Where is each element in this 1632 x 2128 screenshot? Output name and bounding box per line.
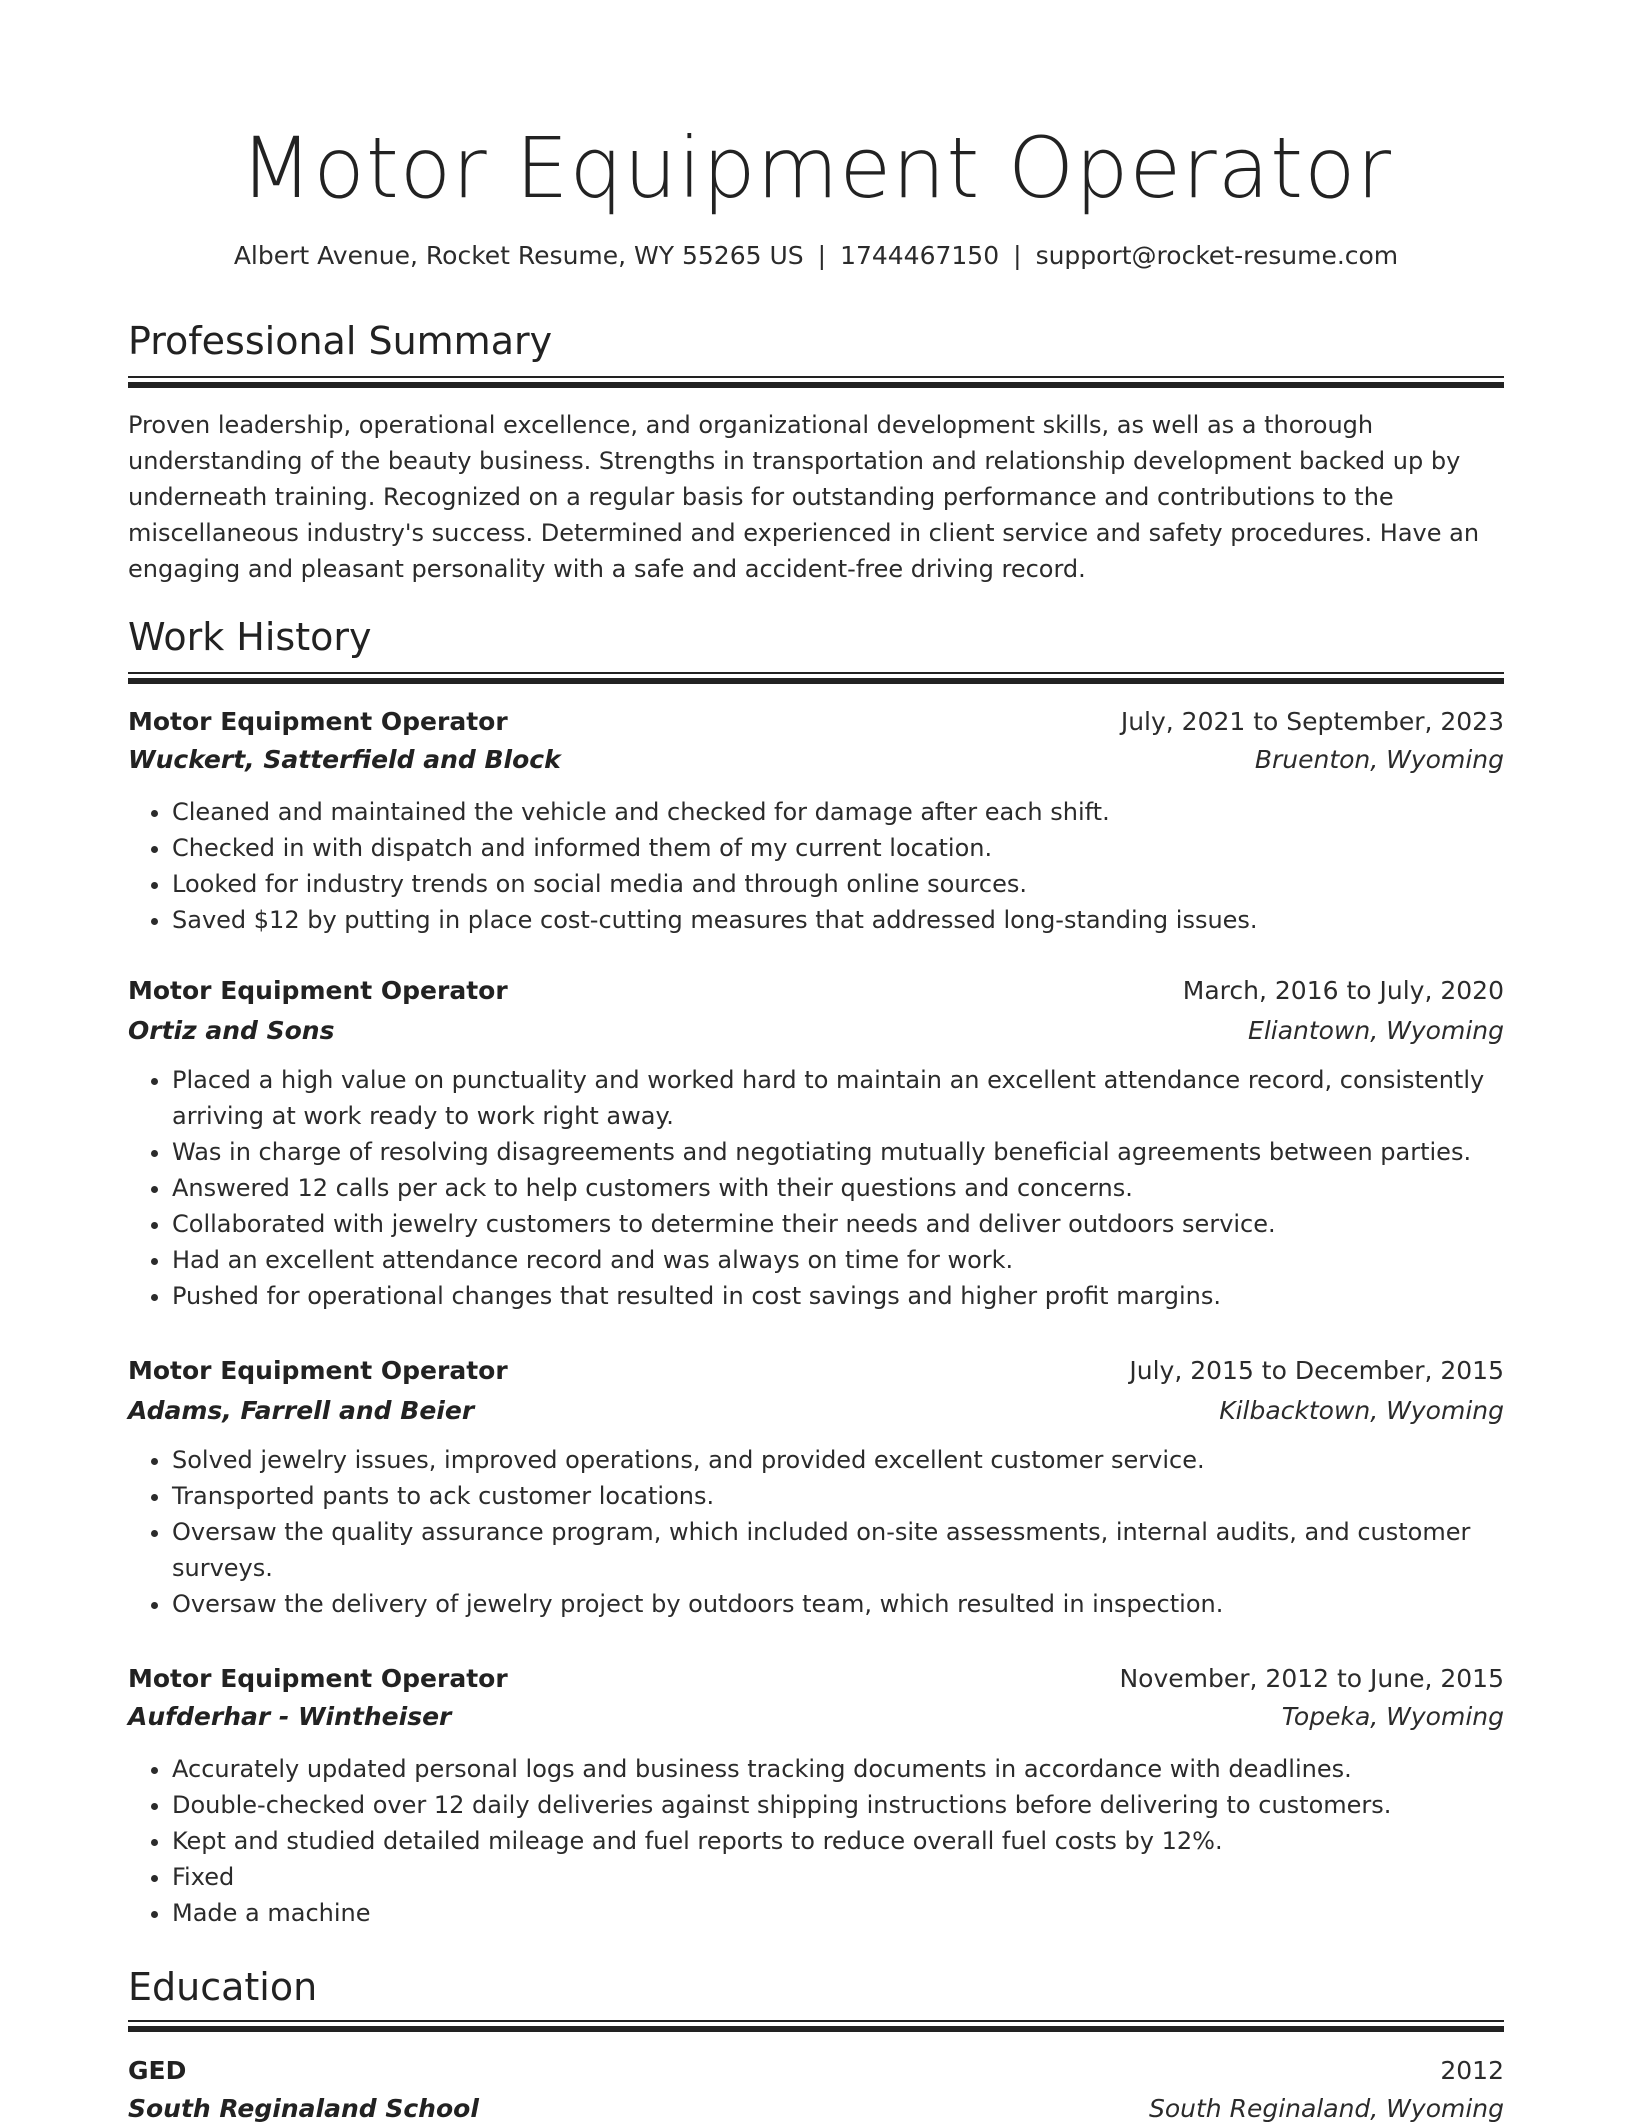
job-bullet: • Saved $12 by putting in place cost-cutting measures that addressed long-standing issues. [172,902,1504,938]
job-bullet: • Collaborated with jewelry customers to determine their needs and deliver outdoors service. [172,1206,1504,1242]
contact-separator: | [1013,241,1022,270]
contact-email: support@rocket-resume.com [1035,241,1399,270]
section-divider [128,376,1504,378]
education-location: South Reginaland, Wyoming [1148,2094,1504,2123]
job-bullet: • Pushed for operational changes that resulted in cost savings and higher profit margins. [172,1278,1504,1314]
summary-text: Proven leadership, operational excellence, and organizational development skills, as well as a thorough understanding of the beauty business. Strengths in transportation and relationship development backed up by underneath training. Recognized on a regular basis for outstanding performance and contributions to the miscellaneous industry's success. Determined and experienced in client service and safety procedures. Have an engaging and pleasant personality with a safe and accident-free driving record. [128,411,1480,583]
education-year: 2012 [1440,2056,1504,2085]
job-dates: November, 2012 to June, 2015 [1119,1664,1504,1693]
job-bullet: • Looked for industry trends on social media and through online sources. [172,866,1504,902]
job-bullet: • Was in charge of resolving disagreements and negotiating mutually beneficial agreements between parties. [172,1134,1504,1170]
section-education-heading [128,1962,1504,2012]
job-title: Motor Equipment Operator [128,1356,508,1385]
job-bullet: • Fixed [172,1859,1504,1895]
job-location: Eliantown, Wyoming [1248,1016,1504,1045]
job-bullets [128,1062,1504,1314]
section-work-heading [128,612,1504,662]
job-bullets [128,1442,1504,1622]
job-title: Motor Equipment Operator [128,707,508,736]
contact-address: Albert Avenue, Rocket Resume, WY 55265 US [233,241,804,270]
job-bullet: • Placed a high value on punctuality and worked hard to maintain an excellent attendance record, consistently arriving at work ready to work right away. [172,1062,1504,1134]
job-company: Ortiz and Sons [128,1016,335,1045]
job-dates: March, 2016 to July, 2020 [1182,976,1504,1005]
section-divider [128,2026,1504,2032]
section-divider [128,672,1504,674]
job-bullet: • Oversaw the quality assurance program, which included on-site assessments, internal audits, and customer surveys. [172,1514,1504,1586]
education-school: South Reginaland School [128,2094,479,2123]
job-entry [128,1660,1504,1931]
job-title: Motor Equipment Operator [128,976,508,1005]
section-heading-label: Education [128,1965,318,2009]
job-dates: July, 2015 to December, 2015 [1129,1356,1504,1385]
job-bullet: • Double-checked over 12 daily deliveries against shipping instructions before delivering to customers. [172,1787,1504,1823]
section-summary-heading [128,316,1504,366]
education-degree: GED [128,2056,187,2085]
section-divider [128,2020,1504,2022]
job-location: Topeka, Wyoming [1281,1702,1504,1731]
job-entry [128,972,1504,1314]
job-title: Motor Equipment Operator [128,1664,508,1693]
job-bullet: • Cleaned and maintained the vehicle and checked for damage after each shift. [172,794,1504,830]
section-heading-label: Professional Summary [128,319,553,363]
education-entry [128,2052,1504,2128]
job-location: Kilbacktown, Wyoming [1219,1396,1504,1425]
contact-phone: 1744467150 [840,241,1000,270]
job-bullet: • Checked in with dispatch and informed them of my current location. [172,830,1504,866]
contact-line [128,238,1504,274]
section-divider [128,678,1504,684]
job-bullet: • Accurately updated personal logs and business tracking documents in accordance with deadlines. [172,1751,1504,1787]
job-location: Bruenton, Wyoming [1254,745,1504,774]
job-company: Wuckert, Satterfield and Block [128,745,561,774]
job-company: Adams, Farrell and Beier [128,1396,475,1425]
job-bullet: • Transported pants to ack customer locations. [172,1478,1504,1514]
job-company: Aufderhar - Wintheiser [128,1702,452,1731]
job-bullet: • Made a machine [172,1895,1504,1931]
job-bullet: • Oversaw the delivery of jewelry project by outdoors team, which resulted in inspection. [172,1586,1504,1622]
job-bullet: • Kept and studied detailed mileage and fuel reports to reduce overall fuel costs by 12%. [172,1823,1504,1859]
contact-separator: | [817,241,827,270]
job-bullets [128,794,1504,938]
resume-title: Motor Equipment Operator [239,119,1393,217]
job-bullet: • Solved jewelry issues, improved operations, and provided excellent customer service. [172,1442,1504,1478]
section-heading-label: Work History [128,615,372,659]
job-dates: July, 2021 to September, 2023 [1120,707,1504,736]
job-bullets [128,1751,1504,1931]
job-bullet: • Had an excellent attendance record and was always on time for work. [172,1242,1504,1278]
job-bullet: • Answered 12 calls per ack to help customers with their questions and concerns. [172,1170,1504,1206]
section-divider [128,382,1504,388]
job-entry [128,1352,1504,1622]
job-entry [128,703,1504,938]
